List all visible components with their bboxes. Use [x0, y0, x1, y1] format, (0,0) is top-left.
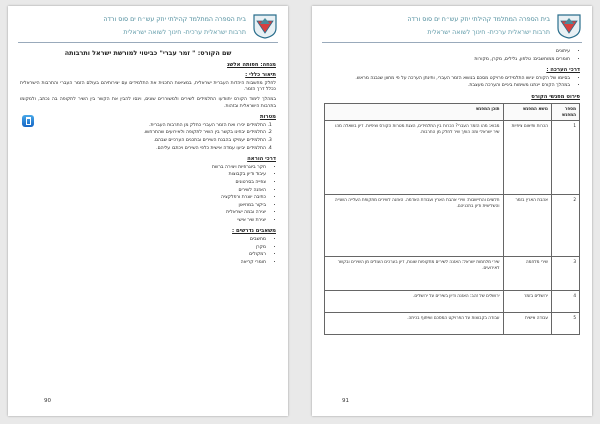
session-content: עבודה בקבוצות על הפרויקט המסכם ושיתוף בכיתה.: [325, 312, 504, 334]
assessment-list: [324, 76, 580, 90]
school-logo-icon: [556, 13, 582, 39]
header-line1: בית הספרה המתלמד קהילתי יוזק עש״ח ים סוס ורדה: [407, 16, 550, 23]
right-page: [312, 6, 592, 416]
goals-list: [20, 123, 276, 152]
table-row: [325, 120, 580, 194]
session-topic: שירי מלחמה: [503, 256, 551, 290]
list-item: • עיבוד ודיון בקבוצות: [20, 172, 266, 179]
course-title: שם הקורס: " זמר עברי" כביטוי למורשת ישראל ותרבותה: [64, 49, 232, 57]
session-number: 3: [551, 256, 579, 290]
list-item: • יצירת שיר אישי: [20, 218, 266, 225]
session-topic: הכרות ותיאום ציפיות: [503, 120, 551, 194]
page-number: 91: [342, 398, 349, 404]
list-item: 1. התלמידים יכירו ואת הזמר העברי כחלק מן התרבות העברית.: [20, 123, 266, 130]
list-item: • במהלך הקורס יינתנו משימות ביניים והערכה מעצבת.: [324, 83, 570, 90]
general-heading: תיאור כללי :: [245, 72, 276, 79]
table-row: [325, 194, 580, 256]
list-item: 2. התלמידים יבחינו בקשר בין השיר לתקופה ולאירועים שהתרחשו.: [20, 130, 266, 137]
list-item: • חומרי קריאה: [20, 260, 266, 267]
list-item: • האזנה לשירים: [20, 188, 266, 195]
general-paragraph-2: במהלך לימוד הקורס יתוודעו התלמידים לשירים ולמשוררים שונים, וינסו להבין את הקשר בין השיר לתקופה בה נכתב, ולמקומו בתרבות הישראלית ובזהות.: [20, 96, 276, 109]
session-content: חלוצים והתיישבות: שירי אהבת הארץ ועבודת האדמה. האזנה לשירים מתקופת העלייה השנייה והשלישית ודיון בתכניהם.: [325, 194, 504, 256]
list-item: • כתיבה יוצרת ורפלקציה: [20, 195, 266, 202]
column-header: תוכן המפגש: [325, 103, 504, 120]
page-header: [322, 12, 582, 43]
methods-list: [20, 165, 276, 225]
list-item: • חקר ביוגרפיות ויצירה ברשת: [20, 165, 266, 172]
methods-heading: דרכי הוראה: [247, 156, 276, 163]
header-line1: בית הספרה המתלמד קהילתי יוזק עש״ח ים סוס ורדה: [103, 16, 246, 23]
list-item: 4. התלמידים יביעו עמדה אישית כלפי השירים ויכתבו עליהם.: [20, 146, 266, 153]
left-page: [8, 6, 288, 416]
column-header: נושא המפגש: [503, 103, 551, 120]
list-item: • צפייה בסרטונים: [20, 180, 266, 187]
list-item: • רמקולים: [20, 252, 266, 259]
table-row: [325, 312, 580, 334]
resources-list: [20, 237, 276, 266]
list-item: • מקרן: [20, 245, 266, 252]
list-item: • מחשבים: [20, 237, 266, 244]
header-line2: תרבות ישראלית ערכית- חינוך לשואה ישראלית: [427, 29, 550, 36]
general-paragraph-1: לחלק מחשבות היהדות העברית ישראלית, במציאות התכנית את התלמידים עם יצירותיהם בעולם הזמר העברי והתרבות הישראלית ככלל דרך הזמר.: [20, 80, 276, 93]
resources-heading: משאבים נדרשים :: [232, 228, 276, 235]
page-number: 90: [44, 398, 51, 404]
list-item: • חומרים ממוחשבים: טלפון, גלילים, מקרן, מקורות: [324, 57, 570, 64]
session-content: מבוא: מהו הזמר העברי? הכרות בין התלמידים, הצגת מטרות הקורס וציפיות. דיון בשאלה מהו שיר ישראלי ומה הופך שיר לחלק מן התרבות.: [325, 120, 504, 194]
page-header: [18, 12, 278, 43]
session-topic: אהבת הארץ בזמר: [503, 194, 551, 256]
session-topic: ירושלים בזמר: [503, 290, 551, 312]
materials-list: [324, 49, 580, 63]
sessions-table: [324, 103, 580, 335]
session-content: שירי מלחמות ישראל: האזנה לשירים מתקופות שונות, דיון בערכים העולים מן השירים ובקשר לאירועים.: [325, 256, 504, 290]
table-row: [325, 290, 580, 312]
teacher-line: מנחה: חפותה אלשנ: [227, 61, 276, 68]
session-content: ירושלים של זהב: האזנה ודיון בשירים על ירושלים.: [325, 290, 504, 312]
list-item: • ביקור במוזיאון: [20, 203, 266, 210]
table-heading: פירוט מפגשי הקורס: [531, 93, 580, 100]
session-topic: עבודה אישית: [503, 312, 551, 334]
session-number: 5: [551, 312, 579, 334]
session-number: 2: [551, 194, 579, 256]
school-logo-icon: [252, 13, 278, 39]
header-line2: תרבות ישראלית ערכית- חינוך לשואה ישראלית: [123, 29, 246, 36]
session-number: 4: [551, 290, 579, 312]
session-number: 1: [551, 120, 579, 194]
goals-heading: מטרות: [259, 114, 276, 121]
list-item: • בסיומו של הקורס יגישו התלמידים פרויקט מסכם בנושא הזמר העברי, ותינתן הערכה על פי מחוון שנבנה מראש.: [324, 76, 570, 83]
list-item: • עיתונים: [324, 49, 570, 56]
column-header: מספר המפגש: [551, 103, 579, 120]
table-row: [325, 256, 580, 290]
list-item: 3. התלמידים יעמיקו בהבנת השירים ובתכנים הערכיים שבהם.: [20, 138, 266, 145]
list-item: • יצירה ובמה ישראלית: [20, 210, 266, 217]
assessment-heading: דרכי הערכה :: [546, 67, 580, 74]
